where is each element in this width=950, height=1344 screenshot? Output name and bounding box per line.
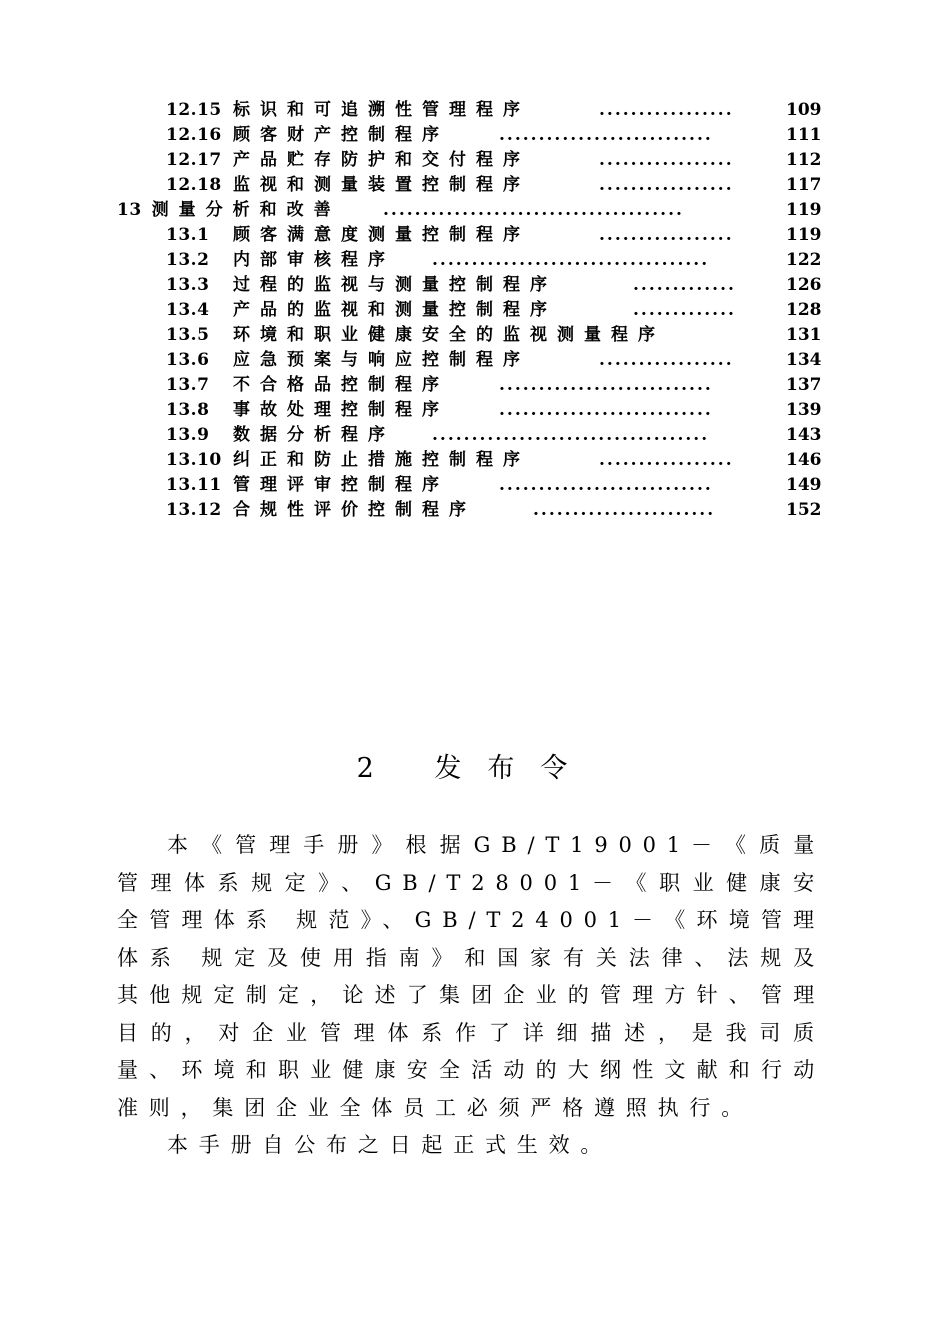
toc-number: 13.6 [166, 350, 210, 370]
toc-number: 13.2 [166, 250, 210, 270]
toc-page-number: 131 [786, 325, 822, 345]
toc-leader-dots: ............. [633, 275, 736, 295]
toc-title: 环境和职业健康安全的监视测量程序 [233, 325, 665, 345]
toc-row[interactable] [166, 323, 822, 348]
toc-page-number: 119 [786, 200, 822, 220]
toc-row[interactable] [166, 348, 822, 373]
toc-number: 13.11 [166, 475, 222, 495]
toc-number: 12.16 [166, 125, 222, 145]
toc-page-number: 134 [786, 350, 822, 370]
toc-title: 测量分析和改善 [151, 200, 341, 220]
toc-number: 13.5 [166, 325, 210, 345]
toc-page-number: 146 [786, 450, 822, 470]
toc-page-number: 139 [786, 400, 822, 420]
toc-title: 纠正和防止措施控制程序 [233, 450, 530, 470]
toc-title: 数据分析程序 [233, 425, 395, 445]
toc-title: 应急预案与响应控制程序 [233, 350, 530, 370]
toc-page-number: 126 [786, 275, 822, 295]
toc-leader-dots: ................................... [432, 425, 710, 445]
toc-page-number: 109 [786, 100, 822, 120]
toc-row[interactable] [166, 273, 822, 298]
toc-page-number: 119 [786, 225, 822, 245]
toc-page-number: 137 [786, 375, 822, 395]
section-title: 2 发布令 [356, 753, 594, 785]
toc-row[interactable] [166, 498, 822, 523]
toc-row[interactable] [166, 423, 822, 448]
toc-row[interactable] [166, 298, 822, 323]
decree-paragraph: 本手册自公布之日起正式生效。 [167, 1133, 613, 1157]
toc-number: 13 [117, 200, 142, 220]
toc-number: 13.4 [166, 300, 210, 320]
toc-title: 监视和测量装置控制程序 [233, 175, 530, 195]
toc-page-number: 111 [786, 125, 822, 145]
toc-title: 顾客财产控制程序 [233, 125, 449, 145]
toc-page-number: 112 [786, 150, 822, 170]
toc-page-number: 122 [786, 250, 822, 270]
toc-title: 管理评审控制程序 [233, 475, 449, 495]
toc-leader-dots: ................. [599, 225, 734, 245]
toc-row-chapter[interactable] [117, 198, 822, 223]
toc-page-number: 152 [786, 500, 822, 520]
toc-number: 13.12 [166, 500, 222, 520]
toc-leader-dots: ............. [633, 300, 736, 320]
toc-leader-dots: ................. [599, 100, 734, 120]
toc-number: 12.17 [166, 150, 222, 170]
toc-row[interactable] [166, 173, 822, 198]
toc-leader-dots: ........................... [499, 475, 713, 495]
toc-row[interactable] [166, 473, 822, 498]
toc-title: 顾客满意度测量控制程序 [233, 225, 530, 245]
toc-title: 标识和可追溯性管理程序 [233, 100, 530, 120]
toc-title: 事故处理控制程序 [233, 400, 449, 420]
toc-leader-dots: ........................... [499, 375, 713, 395]
toc-number: 12.18 [166, 175, 222, 195]
toc-leader-dots: ................................... [432, 250, 710, 270]
toc-title: 合规性评价控制程序 [233, 500, 476, 520]
toc-leader-dots: ........................... [499, 125, 713, 145]
toc-leader-dots: ................. [599, 175, 734, 195]
toc-leader-dots: ................. [599, 450, 734, 470]
toc-leader-dots: ...................................... [383, 200, 684, 220]
toc-number: 13.7 [166, 375, 210, 395]
toc-row[interactable] [166, 248, 822, 273]
toc-title: 产品的监视和测量控制程序 [233, 300, 557, 320]
toc-row[interactable] [166, 223, 822, 248]
toc-leader-dots: ....................... [533, 500, 716, 520]
toc-page-number: 117 [786, 175, 822, 195]
toc-number: 12.15 [166, 100, 222, 120]
toc-page-number: 128 [786, 300, 822, 320]
toc-page-number: 149 [786, 475, 822, 495]
toc-number: 13.1 [166, 225, 210, 245]
toc-number: 13.9 [166, 425, 210, 445]
toc-row[interactable] [166, 98, 822, 123]
toc-title: 产品贮存防护和交付程序 [233, 150, 530, 170]
toc-number: 13.10 [166, 450, 222, 470]
toc-number: 13.3 [166, 275, 210, 295]
toc-title: 不合格品控制程序 [233, 375, 449, 395]
toc-row[interactable] [166, 148, 822, 173]
toc-row[interactable] [166, 398, 822, 423]
toc-title: 过程的监视与测量控制程序 [233, 275, 557, 295]
toc-leader-dots: ................. [599, 150, 734, 170]
toc-number: 13.8 [166, 400, 210, 420]
toc-leader-dots: ........................... [499, 400, 713, 420]
toc-title: 内部审核程序 [233, 250, 395, 270]
toc-page-number: 143 [786, 425, 822, 445]
decree-body [117, 827, 825, 1165]
toc-row[interactable] [166, 123, 822, 148]
toc-leader-dots: ................. [599, 350, 734, 370]
decree-paragraph: 本《管理手册》根据GB/T19001－《质量管理体系规定》、GB/T28001－《职业健康安全管理体系 规范》、GB/T24001－《环境管理体系 规定及使用指南》和国家有关法律、法规及其他规定制定，论述了集团企业的管理方针、管理目的，对企业管理体系作了详细描述，是我司质量、环境和职业健康安全活动的大纲性文献和行动准则，集团企业全体员工必须严格遵照执行。 [117, 833, 825, 1120]
toc-row[interactable] [166, 448, 822, 473]
toc-row[interactable] [166, 373, 822, 398]
